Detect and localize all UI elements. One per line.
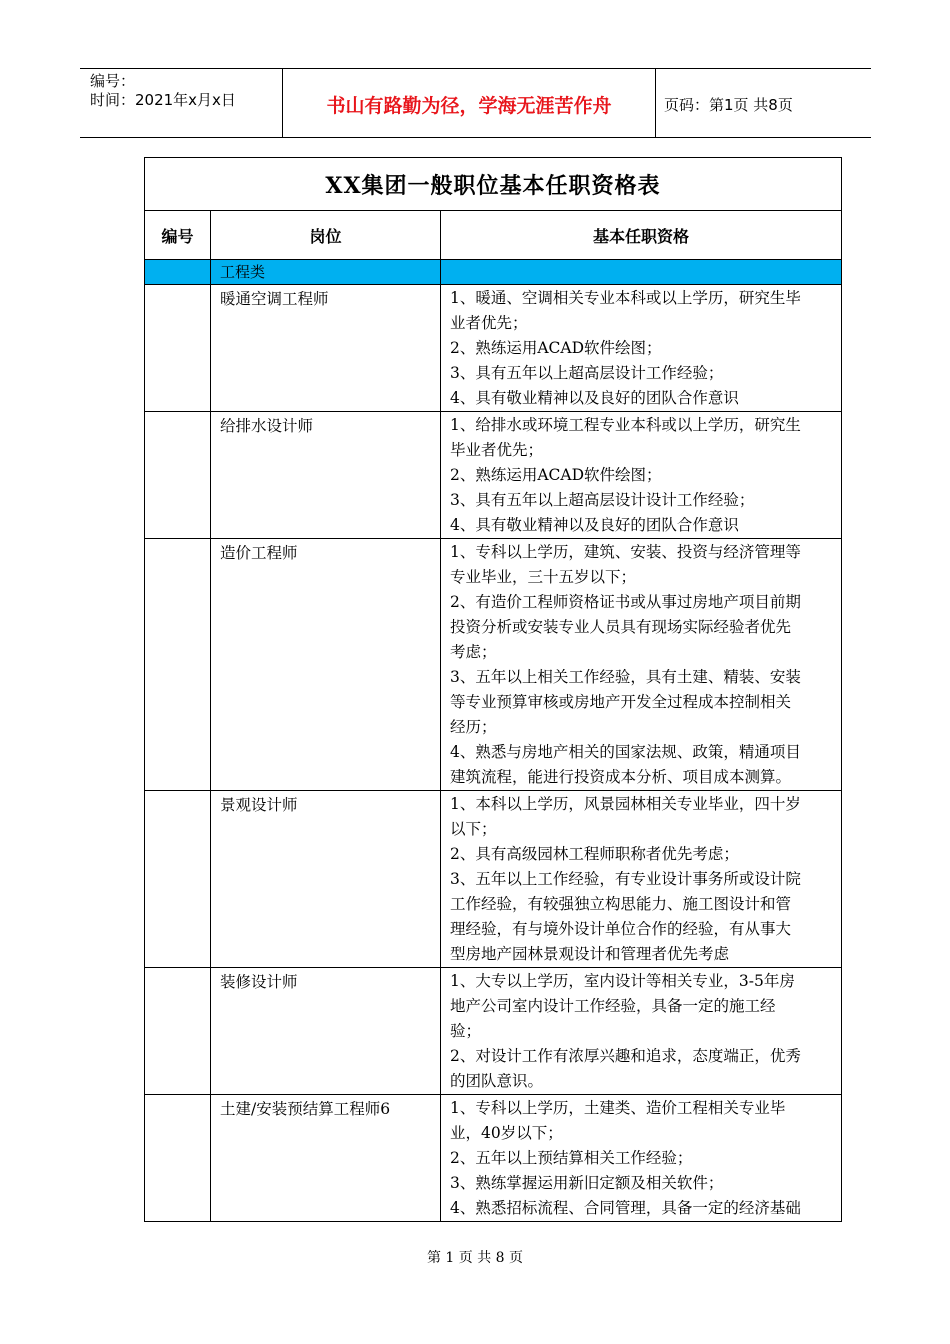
column-header-position: 岗位	[211, 211, 441, 260]
requirement-line: 3、五年以上相关工作经验，具有土建、精装、安装	[450, 668, 801, 686]
category-empty-cell	[441, 260, 842, 285]
table-row	[145, 539, 842, 791]
header-motto-box	[282, 69, 656, 137]
requirement-line: 2、熟练运用ACAD软件绘图；	[450, 339, 662, 357]
header-meta	[80, 69, 282, 137]
requirements-cell	[441, 412, 842, 539]
requirement-line: 经历；	[450, 718, 497, 736]
requirement-line: 2、五年以上预结算相关工作经验；	[450, 1149, 693, 1167]
position-name: 造价工程师	[211, 539, 441, 791]
requirement-line: 1、暖通、空调相关专业本科或以上学历，研究生毕	[450, 289, 801, 307]
row-number-cell	[145, 539, 211, 791]
document-number: 编号：	[90, 72, 136, 90]
requirement-line: 建筑流程，能进行投资成本分析、项目成本测算。	[450, 768, 792, 786]
requirement-line: 专业毕业，三十五岁以下；	[450, 568, 637, 586]
requirement-line: 4、熟悉与房地产相关的国家法规、政策，精通项目	[450, 743, 801, 761]
requirement-line: 1、本科以上学历，风景园林相关专业毕业，四十岁	[450, 795, 801, 813]
table-row	[145, 791, 842, 968]
qualification-table	[144, 157, 842, 1222]
requirement-line: 毕业者优先；	[450, 441, 544, 459]
position-name: 暖通空调工程师	[211, 285, 441, 412]
requirements-cell	[441, 791, 842, 968]
requirement-line: 工作经验，有较强独立构思能力、施工图设计和管	[450, 895, 792, 913]
position-name: 土建/安装预结算工程师6	[211, 1095, 441, 1222]
requirements-cell	[441, 539, 842, 791]
position-name: 景观设计师	[211, 791, 441, 968]
category-row	[145, 260, 842, 285]
requirement-line: 业，40岁以下；	[450, 1124, 563, 1142]
row-number-cell	[145, 285, 211, 412]
table-row	[145, 285, 842, 412]
page-header	[80, 68, 871, 138]
requirement-line: 3、具有五年以上超高层设计设计工作经验；	[450, 491, 755, 509]
requirement-line: 投资分析或安装专业人员具有现场实际经验者优先	[450, 618, 792, 636]
page-footer: 第 1 页 共 8 页	[426, 1250, 524, 1266]
column-header-number: 编号	[145, 211, 211, 260]
requirement-line: 的团队意识。	[450, 1072, 544, 1090]
page-info: 页码：第1页 共8页	[664, 96, 793, 114]
requirement-line: 考虑；	[450, 643, 497, 661]
position-name: 装修设计师	[211, 968, 441, 1095]
requirements-cell	[441, 1095, 842, 1222]
row-number-cell	[145, 412, 211, 539]
position-name: 给排水设计师	[211, 412, 441, 539]
requirements-cell	[441, 285, 842, 412]
category-label: 工程类	[211, 260, 441, 285]
requirement-line: 型房地产园林景观设计和管理者优先考虑	[450, 945, 730, 963]
requirement-line: 2、有造价工程师资格证书或从事过房地产项目前期	[450, 593, 801, 611]
table-row	[145, 412, 842, 539]
row-number-cell	[145, 791, 211, 968]
requirement-line: 以下；	[450, 820, 497, 838]
requirement-line: 2、具有高级园林工程师职称者优先考虑；	[450, 845, 739, 863]
requirements-cell	[441, 968, 842, 1095]
motto-text: 书山有路勤为径，学海无涯苦作舟	[326, 95, 612, 117]
requirement-line: 3、五年以上工作经验，有专业设计事务所或设计院	[450, 870, 801, 888]
requirement-line: 3、熟练掌握运用新旧定额及相关软件；	[450, 1174, 724, 1192]
header-page-box	[655, 69, 871, 137]
requirement-line: 地产公司室内设计工作经验，具备一定的施工经	[450, 997, 776, 1015]
requirement-line: 2、对设计工作有浓厚兴趣和追求，态度端正，优秀	[450, 1047, 801, 1065]
requirement-line: 业者优先；	[450, 314, 528, 332]
requirement-line: 等专业预算审核或房地产开发全过程成本控制相关	[450, 693, 792, 711]
requirement-line: 3、具有五年以上超高层设计工作经验；	[450, 364, 724, 382]
requirement-line: 1、给排水或环境工程专业本科或以上学历，研究生	[450, 416, 801, 434]
requirement-line: 1、专科以上学历，土建类、造价工程相关专业毕	[450, 1099, 786, 1117]
requirement-line: 4、具有敬业精神以及良好的团队合作意识	[450, 516, 739, 534]
requirement-line: 理经验，有与境外设计单位合作的经验，有从事大	[450, 920, 792, 938]
table-title: XX集团一般职位基本任职资格表	[145, 158, 842, 211]
column-header-requirements: 基本任职资格	[441, 211, 842, 260]
table-row	[145, 968, 842, 1095]
table-row	[145, 1095, 842, 1222]
table-header-row	[145, 211, 842, 260]
row-number-cell	[145, 1095, 211, 1222]
requirement-line: 2、熟练运用ACAD软件绘图；	[450, 466, 662, 484]
requirement-line: 1、专科以上学历，建筑、安装、投资与经济管理等	[450, 543, 801, 561]
requirement-line: 4、具有敬业精神以及良好的团队合作意识	[450, 389, 739, 407]
requirement-line: 1、大专以上学历，室内设计等相关专业，3-5年房	[450, 972, 795, 990]
requirement-line: 4、熟悉招标流程、合同管理，具备一定的经济基础	[450, 1199, 801, 1217]
category-number-cell	[145, 260, 211, 285]
requirement-line: 验；	[450, 1022, 482, 1040]
document-date: 时间：2021年x月x日	[90, 91, 236, 109]
row-number-cell	[145, 968, 211, 1095]
